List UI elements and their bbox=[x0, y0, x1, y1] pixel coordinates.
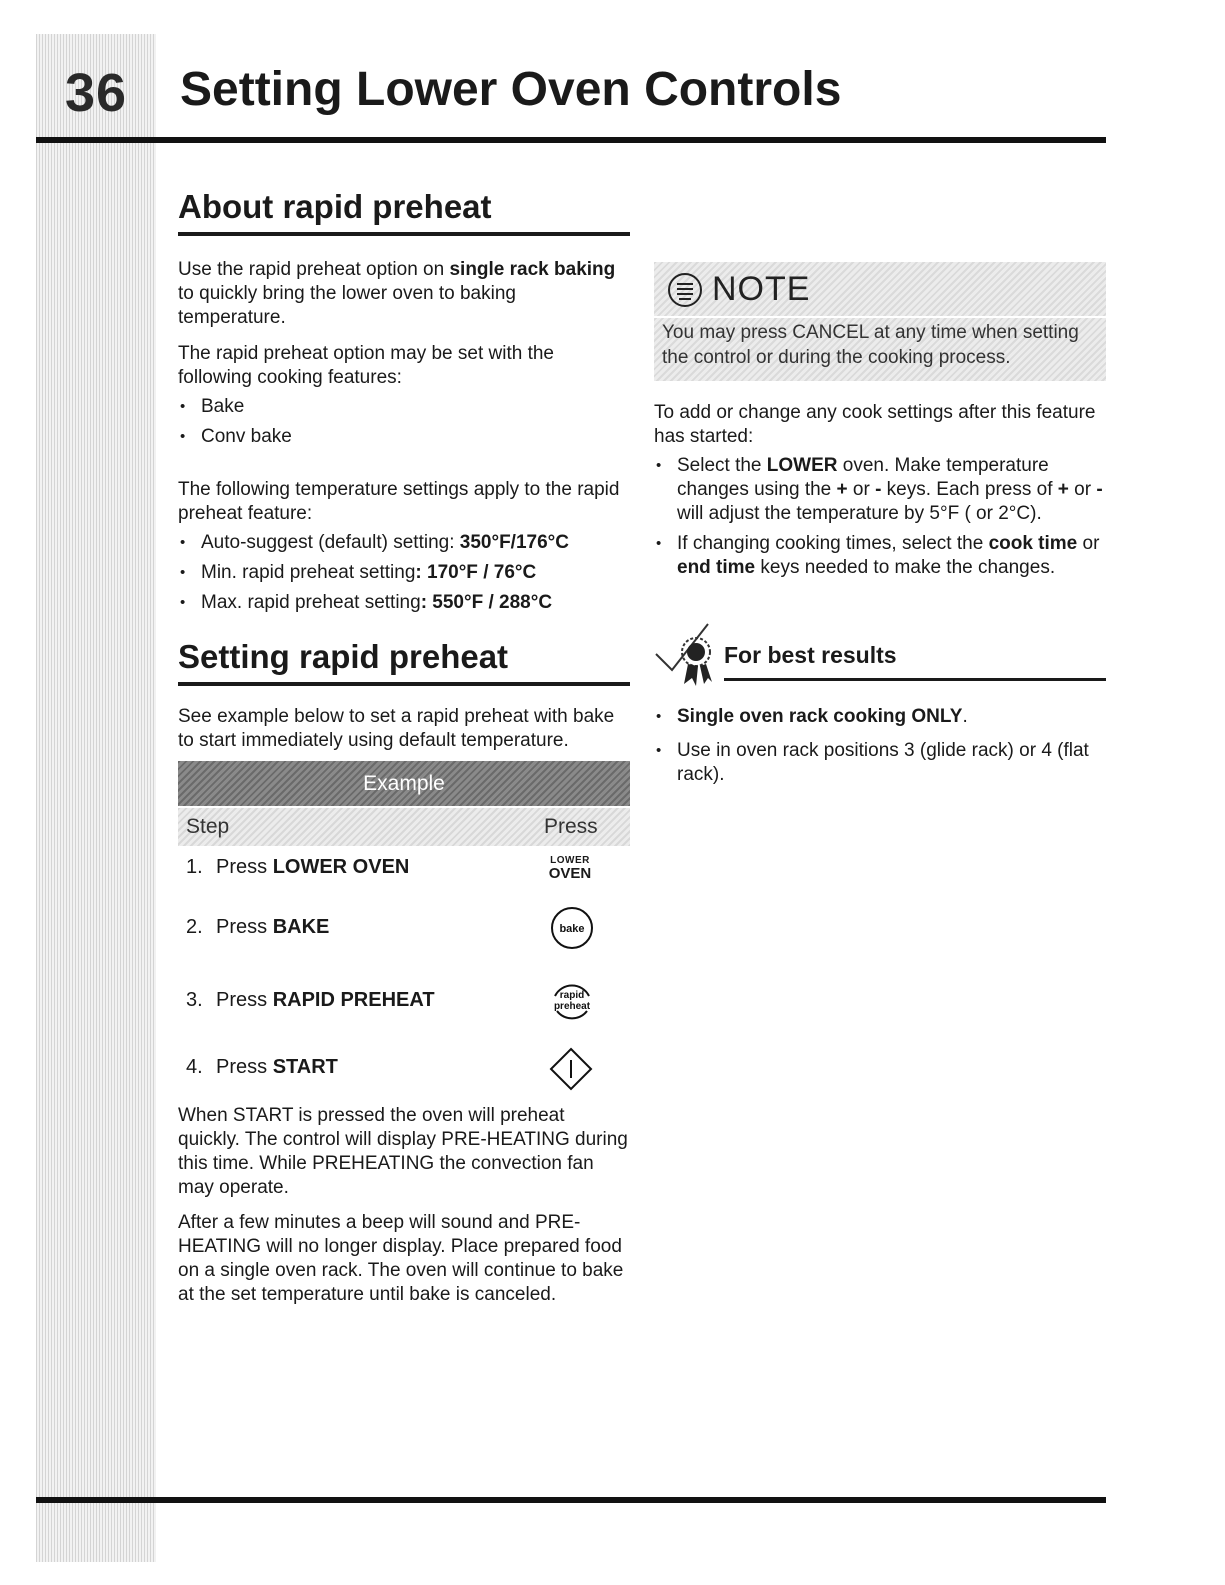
list-item: • Select the LOWER oven. Make temperature changes using the + or - keys. Each press of + or - will adjust the temperature by 5°F ( or 2°C). bbox=[654, 454, 1104, 526]
header-rule bbox=[36, 137, 1106, 143]
best-results-list bbox=[654, 705, 1104, 793]
best-results-header bbox=[654, 620, 1106, 688]
award-ribbon-icon bbox=[654, 620, 722, 688]
list-item: • Conv bake bbox=[178, 425, 628, 449]
press-column-header: Press bbox=[544, 815, 598, 838]
note-header bbox=[666, 270, 810, 309]
step-column-header: Step bbox=[186, 815, 230, 838]
svg-text:preheat: preheat bbox=[553, 1001, 591, 1012]
step-row: 1. Press LOWER OVEN bbox=[186, 856, 410, 878]
about-paragraph-2: The rapid preheat option may be set with the following cooking features: bbox=[178, 343, 555, 388]
note-divider bbox=[654, 316, 1106, 318]
list-item: • Auto-suggest (default) setting: 350°F/176°C bbox=[178, 531, 628, 555]
note-icon bbox=[666, 271, 704, 309]
note-text: You may press CANCEL at any time when setting the control or during the cooking process. bbox=[662, 322, 1079, 368]
example-bar: Example bbox=[178, 761, 630, 806]
note-title: NOTE bbox=[712, 270, 811, 308]
temperature-list bbox=[178, 531, 628, 621]
rapid-preheat-key-icon bbox=[547, 976, 597, 1026]
list-item: • Single oven rack cooking ONLY. bbox=[654, 705, 1104, 729]
list-item: • Min. rapid preheat setting: 170°F / 76°C bbox=[178, 561, 628, 585]
best-results-title: For best results bbox=[724, 642, 897, 668]
about-paragraph-1: Use the rapid preheat option on single rack baking to quickly bring the lower oven to baking temperature. bbox=[178, 259, 616, 328]
best-results-rule bbox=[724, 678, 1106, 681]
svg-text:rapid: rapid bbox=[559, 990, 585, 1001]
svg-text:bake: bake bbox=[559, 923, 585, 935]
lower-oven-key-icon: LOWER OVEN bbox=[548, 855, 592, 882]
setting-intro: See example below to set a rapid preheat with bake to start immediately using default temperature. bbox=[178, 706, 615, 751]
about-heading: About rapid preheat bbox=[178, 188, 630, 236]
page-number: 36 bbox=[64, 63, 128, 123]
page-title: Setting Lower Oven Controls bbox=[180, 63, 842, 116]
footer-rule bbox=[36, 1497, 1106, 1503]
list-item: • Max. rapid preheat setting: 550°F / 288°C bbox=[178, 591, 628, 615]
step-row: 4. Press START bbox=[186, 1056, 338, 1078]
note-box bbox=[654, 262, 1106, 381]
list-item: • If changing cooking times, select the cook time or end time keys needed to make the changes. bbox=[654, 532, 1104, 580]
list-item: • Bake bbox=[178, 395, 628, 419]
step-row: 3. Press RAPID PREHEAT bbox=[186, 989, 435, 1011]
change-intro: To add or change any cook settings after this feature has started: bbox=[654, 402, 1096, 447]
page-sidebar-band bbox=[36, 34, 156, 1562]
step-row: 2. Press BAKE bbox=[186, 916, 330, 938]
bake-key-icon bbox=[549, 905, 595, 951]
feature-list bbox=[178, 395, 628, 455]
change-list bbox=[654, 454, 1104, 586]
setting-heading: Setting rapid preheat bbox=[178, 638, 630, 686]
after-preheat-paragraph: After a few minutes a beep will sound and PRE-HEATING will no longer display. Place prepared food on a single oven rack. The oven will continue to bake at the set temperature until bake is canceled. bbox=[178, 1212, 624, 1305]
after-start-paragraph: When START is pressed the oven will preheat quickly. The control will display PRE-HEATING during this time. While PREHEATING the convection fan may operate. bbox=[178, 1105, 628, 1198]
about-paragraph-3: The following temperature settings apply to the rapid preheat feature: bbox=[178, 479, 620, 524]
list-item: • Use in oven rack positions 3 (glide rack) or 4 (flat rack). bbox=[654, 739, 1104, 787]
steps-header bbox=[178, 808, 630, 846]
start-key-icon bbox=[548, 1046, 594, 1092]
